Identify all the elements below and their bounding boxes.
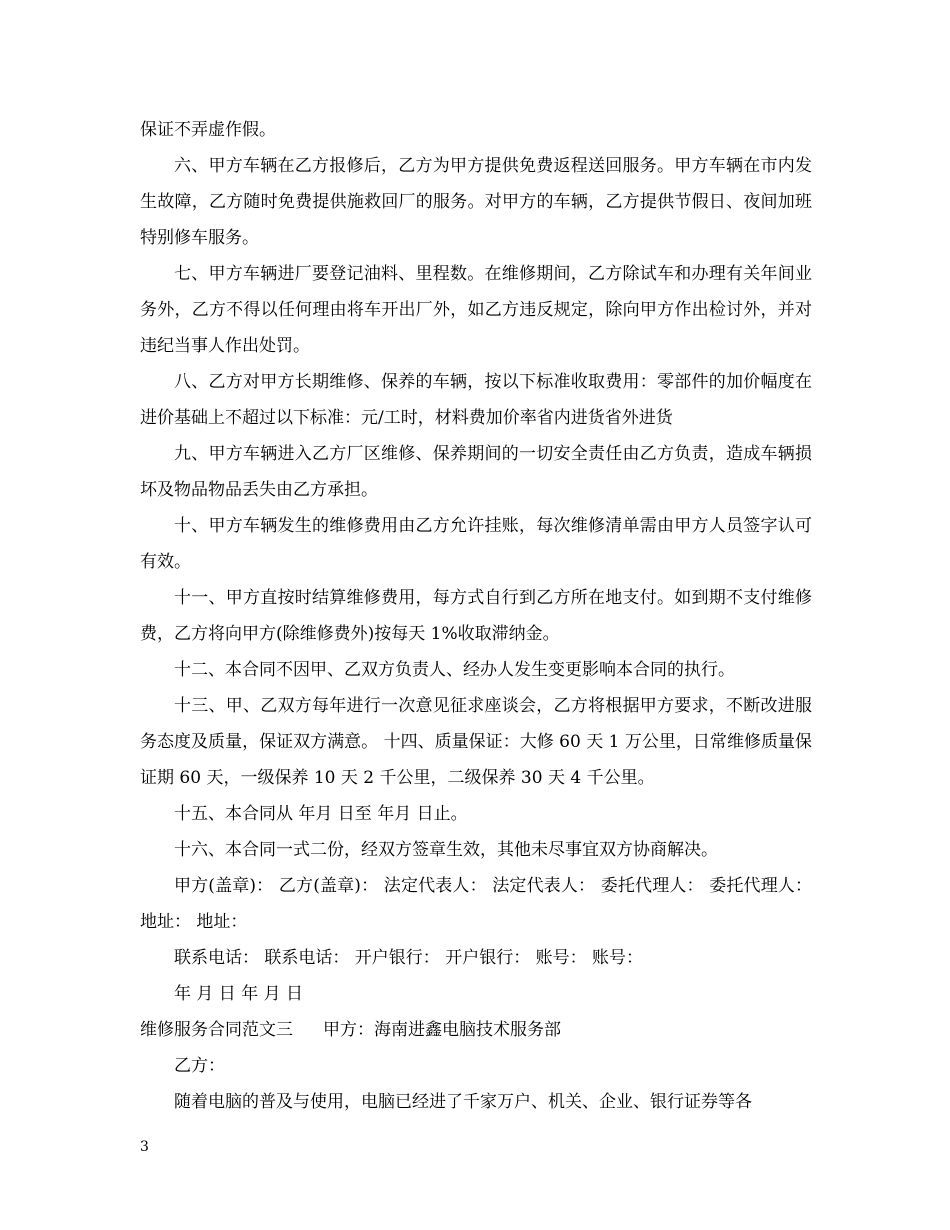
clause-13-14: 十三、甲、乙双方每年进行一次意见征求座谈会，乙方将根据甲方要求，不断改进服务态度及质量，保证双方满意。 十四、质量保证：大修 60 天 1 万公里，日常维修质量保证期 60 天，一级保养 10 天 2 千公里，二级保养 30 天 4 千公里。: [140, 696, 812, 788]
page-number: 3: [140, 1139, 149, 1155]
clause-11: 十一、甲方直按时结算维修费用，每方式自行到乙方所在地支付。如到期不支付维修费，乙方将向甲方(除维修费外)按每天 1%收取滞纳金。: [140, 588, 812, 644]
party-a-name: 甲方：海南进鑫电脑技术服务部: [323, 1020, 561, 1040]
clause-12: 十二、本合同不因甲、乙双方负责人、经办人发生变更影响本合同的执行。: [174, 660, 735, 680]
clause-9: 九、甲方车辆进入乙方厂区维修、保养期间的一切安全责任由乙方负责，造成车辆损坏及物品物品丢失由乙方承担。: [140, 444, 812, 500]
clause-10: 十、甲方车辆发生的维修费用由乙方允许挂账，每次维修清单需由甲方人员签字认可有效。: [140, 516, 812, 572]
contact-info: 联系电话： 联系电话： 开户银行： 开户银行： 账号： 账号：: [174, 948, 644, 968]
paragraph-continuation: 保证不弄虚作假。: [140, 120, 276, 140]
clause-15: 十五、本合同从 年月 日至 年月 日止。: [174, 804, 468, 824]
document-body: [140, 112, 812, 1120]
next-contract-heading: [140, 1012, 812, 1048]
contract-title: 维修服务合同范文三: [140, 1020, 293, 1040]
clause-16: 十六、本合同一式二份，经双方签章生效，其他未尽事宜双方协商解决。: [174, 840, 718, 860]
signature-date: 年 月 日 年 月 日: [174, 984, 304, 1004]
clause-6: 六、甲方车辆在乙方报修后，乙方为甲方提供免费返程送回服务。甲方车辆在市内发生故障，乙方随时免费提供施救回厂的服务。对甲方的车辆，乙方提供节假日、夜间加班特别修车服务。: [140, 156, 812, 248]
clause-7: 七、甲方车辆进厂要登记油料、里程数。在维修期间，乙方除试车和办理有关年间业务外，乙方不得以任何理由将车开出厂外，如乙方违反规定，除向甲方作出检讨外，并对违纪当事人作出处罚。: [140, 264, 812, 356]
intro-paragraph: 随着电脑的普及与使用，电脑已经进了千家万户、机关、企业、银行证券等各: [174, 1092, 752, 1112]
party-b-label: 乙方：: [174, 1056, 225, 1076]
signature-parties: 甲方(盖章)： 乙方(盖章)： 法定代表人： 法定代表人： 委托代理人： 委托代理人： 地址： 地址：: [140, 876, 812, 932]
clause-8: 八、乙方对甲方长期维修、保养的车辆，按以下标准收取费用：零部件的加价幅度在进价基础上不超过以下标准：元/工时，材料费加价率省内进货省外进货: [140, 372, 812, 428]
